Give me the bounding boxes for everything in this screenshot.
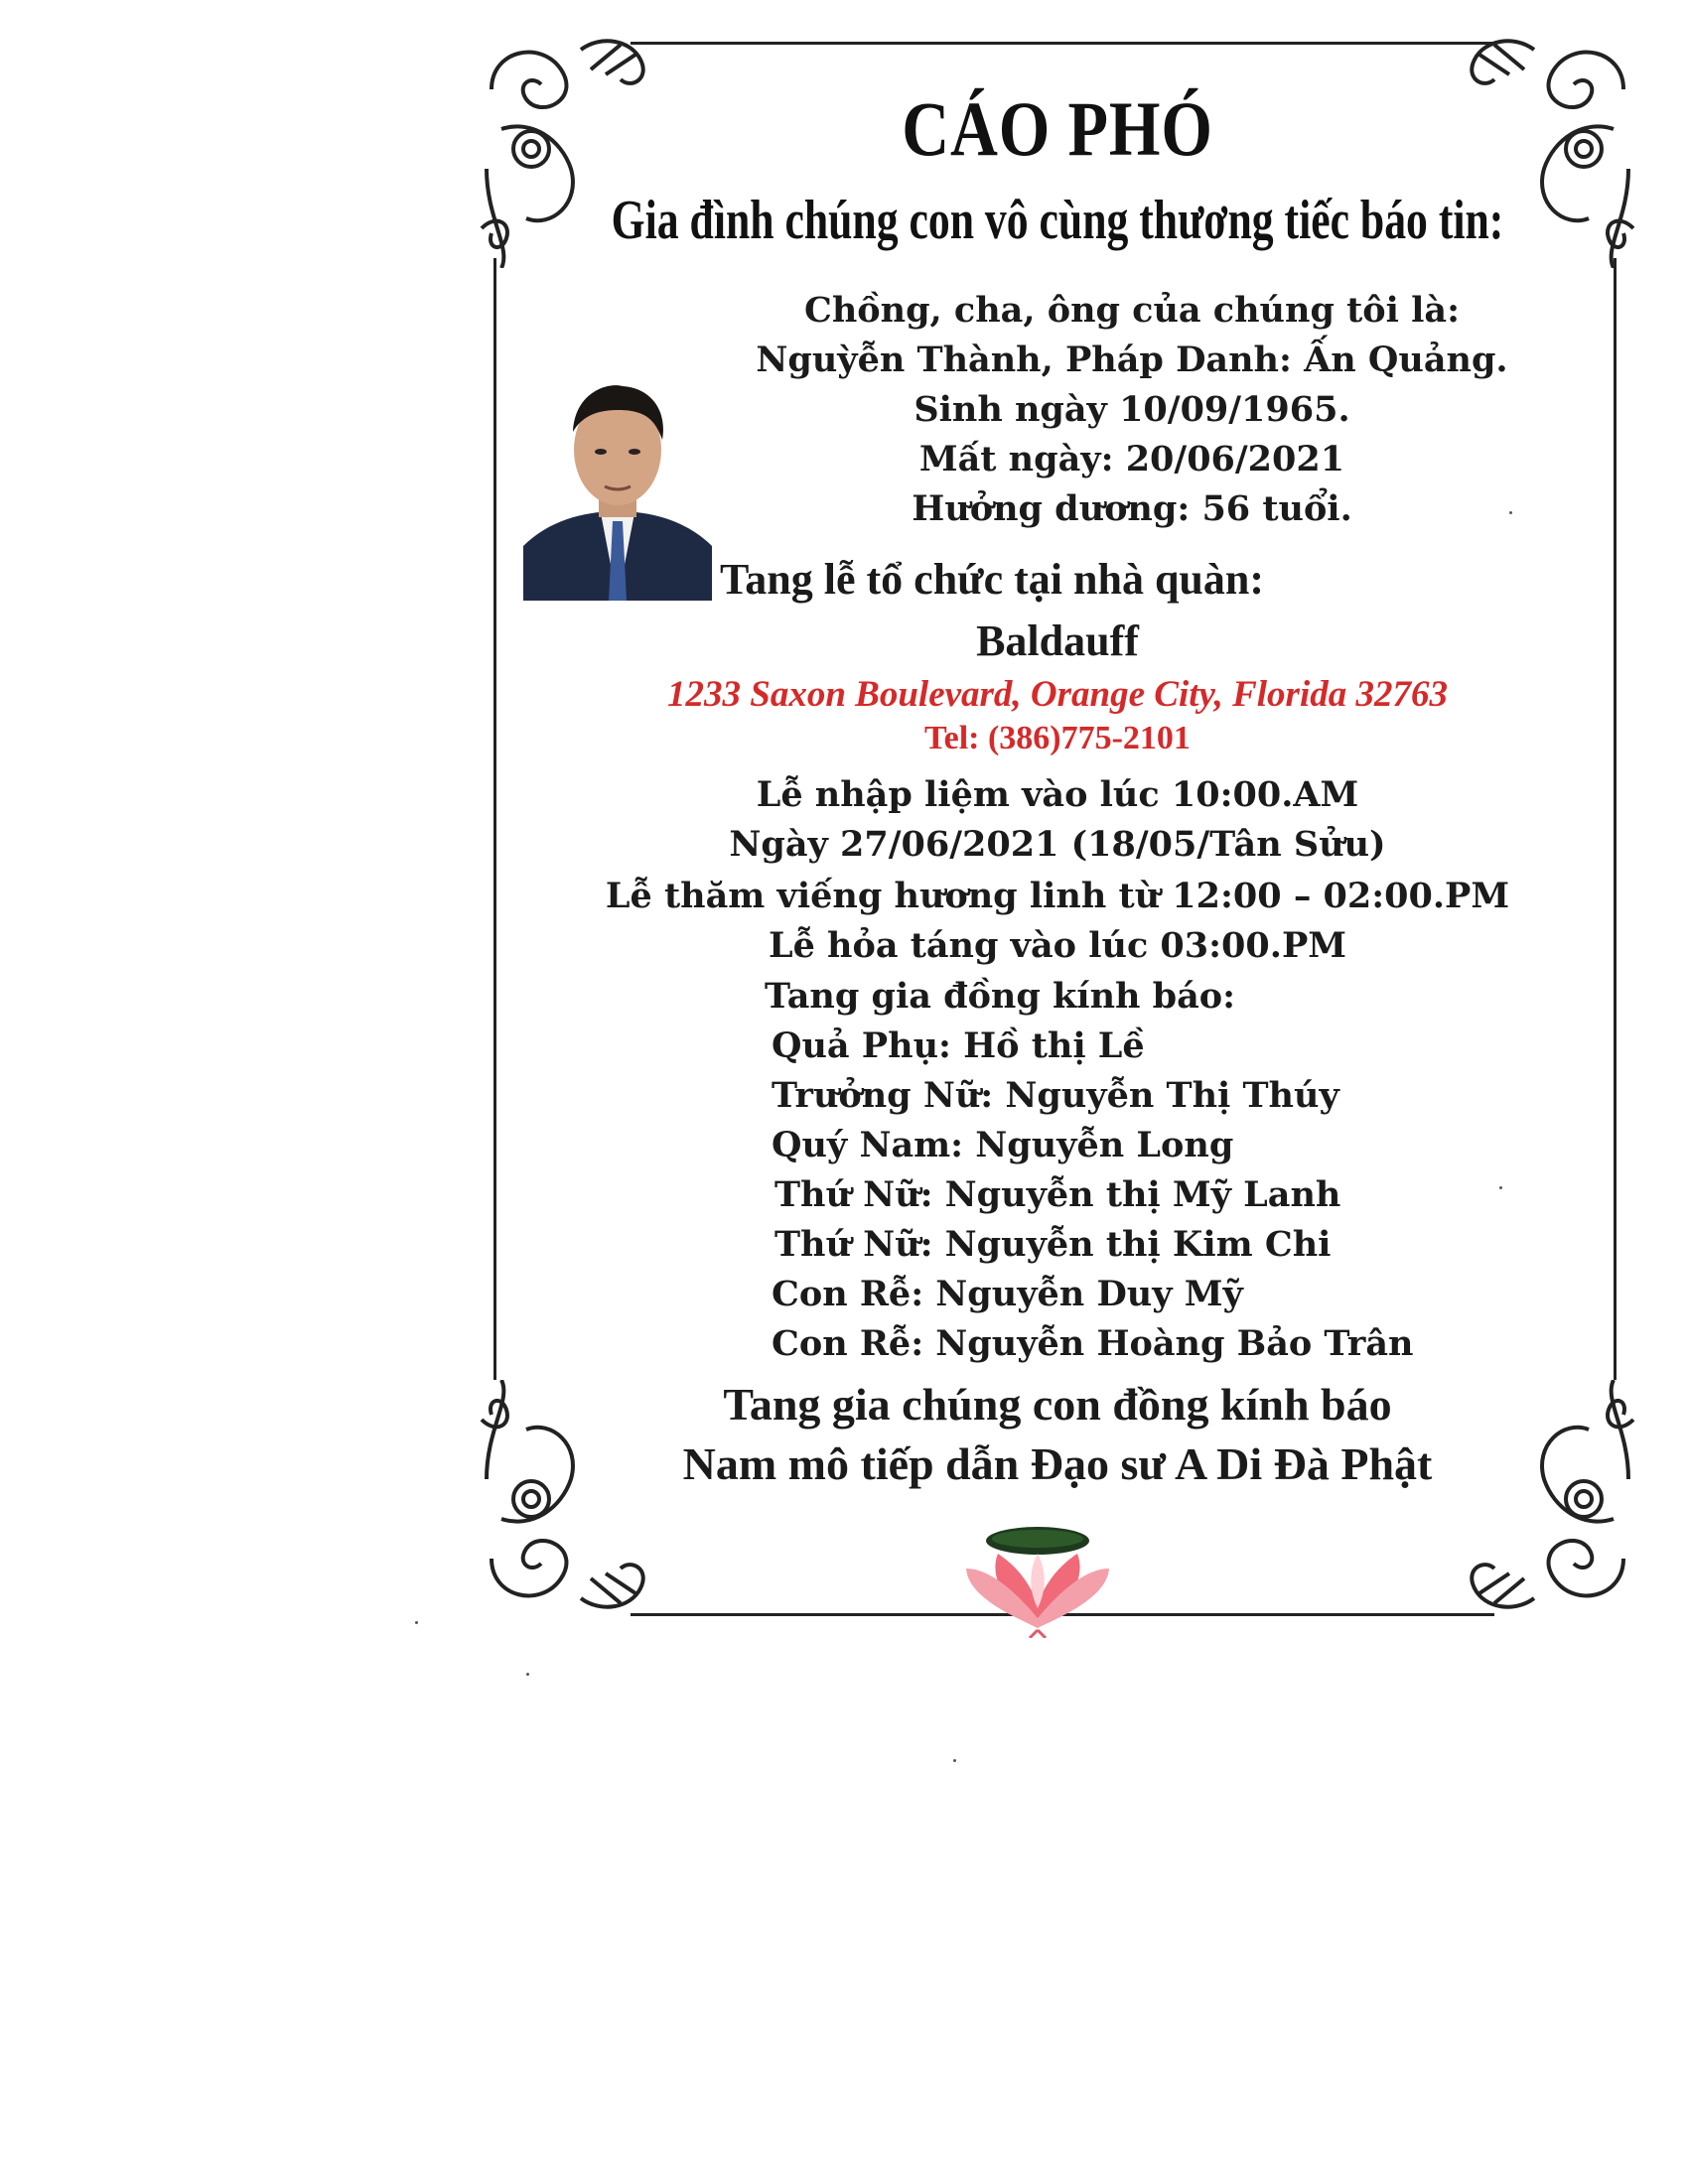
intro-line: Chồng, cha, ông của chúng tôi là: [803, 290, 1460, 331]
funeral-address: 1233 Saxon Boulevard, Orange City, Florida 32763 [667, 674, 1448, 715]
page-title: CÁO PHÓ [902, 85, 1213, 172]
family-member: Quả Phụ: Hồ thị Lề [772, 1025, 1145, 1066]
family-intro: Tang gia đồng kính báo: [765, 976, 1236, 1017]
schedule-item: Lễ nhập liệm vào lúc 10:00.AM [756, 774, 1359, 815]
funeral-phone: Tel: (386)775-2101 [924, 720, 1191, 756]
subtitle: Gia đình chúng con vô cùng thương tiếc báo tin: [611, 190, 1504, 251]
schedule-item: Lễ hỏa táng vào lúc 03:00.PM [768, 925, 1347, 966]
closing-line-1: Tang gia chúng con đồng kính báo [723, 1379, 1392, 1430]
funeral-intro: Tang lễ tổ chức tại nhà quàn: [720, 555, 1265, 604]
frame-top-line [631, 42, 1494, 45]
schedule-item: Ngày 27/06/2021 (18/05/Tân Sửu) [729, 824, 1386, 865]
scan-speck [1499, 1186, 1502, 1189]
family-member: Con Rễ: Nguyễn Hoàng Bảo Trân [772, 1323, 1414, 1364]
family-member: Thứ Nữ: Nguyễn thị Mỹ Lanh [774, 1174, 1341, 1215]
name-line: Nguỳễn Thành, Pháp Danh: Ấn Quảng. [756, 340, 1508, 380]
birth-date: Sinh ngày 10/09/1965. [914, 389, 1350, 430]
death-date: Mất ngày: 20/06/2021 [918, 439, 1345, 479]
lotus-icon [958, 1509, 1117, 1638]
portrait-photo [523, 372, 712, 601]
schedule-item: Lễ thăm viếng hương linh từ 12:00 – 02:00.PM [605, 876, 1510, 916]
scan-speck [1509, 511, 1512, 514]
family-member: Trưởng Nữ: Nguyễn Thị Thúy [772, 1075, 1339, 1116]
scan-speck [415, 1621, 418, 1624]
family-member: Quý Nam: Nguyễn Long [772, 1125, 1234, 1165]
obituary-notice [472, 30, 1643, 1618]
family-member: Con Rễ: Nguyễn Duy Mỹ [772, 1274, 1243, 1314]
funeral-home-name: Baldauff [976, 616, 1139, 665]
scan-speck [953, 1759, 956, 1762]
family-member: Thứ Nữ: Nguyễn thị Kim Chi [774, 1224, 1332, 1265]
age-line: Hưởng dương: 56 tuổi. [912, 488, 1352, 529]
scan-speck [526, 1673, 529, 1676]
closing-line-2: Nam mô tiếp dẫn Đạo sư A Di Đà Phật [682, 1438, 1433, 1489]
